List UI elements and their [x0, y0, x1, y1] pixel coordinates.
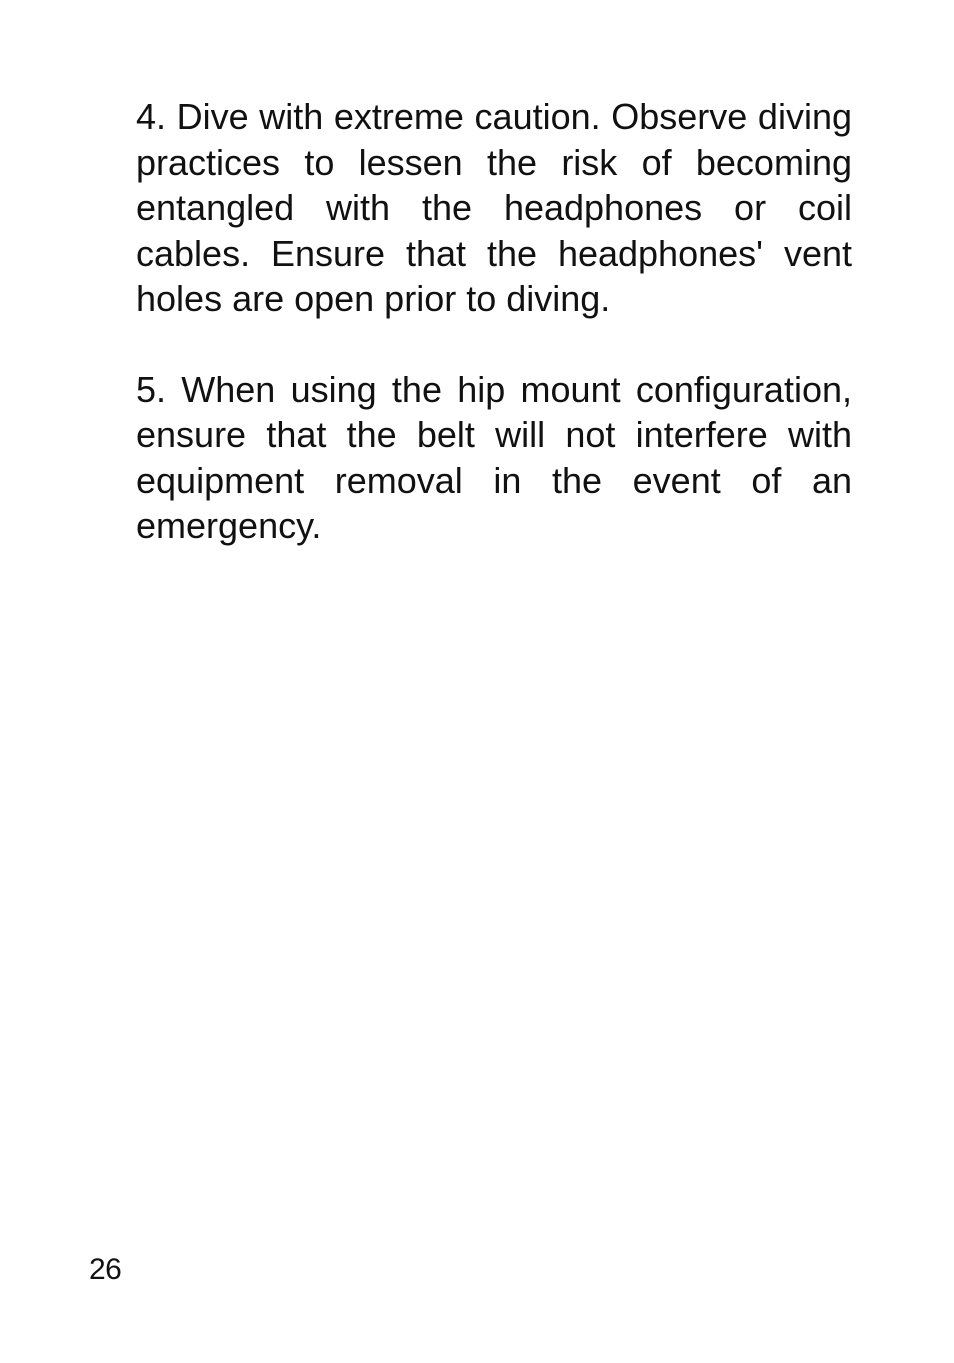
instruction-4-paragraph: 4. Dive with extreme caution. Observe diving practices to lessen the risk of becoming entangled with the headphones or coil cables. Ensure that the headphones' vent holes are open prior to diving. — [136, 96, 852, 319]
instruction-5-paragraph: 5. When using the hip mount configuration, ensure that the belt will not interfere with equipment removal in the event of an emergency. — [136, 368, 852, 546]
instruction-list — [136, 94, 852, 549]
page-number: 26 — [89, 1253, 122, 1286]
